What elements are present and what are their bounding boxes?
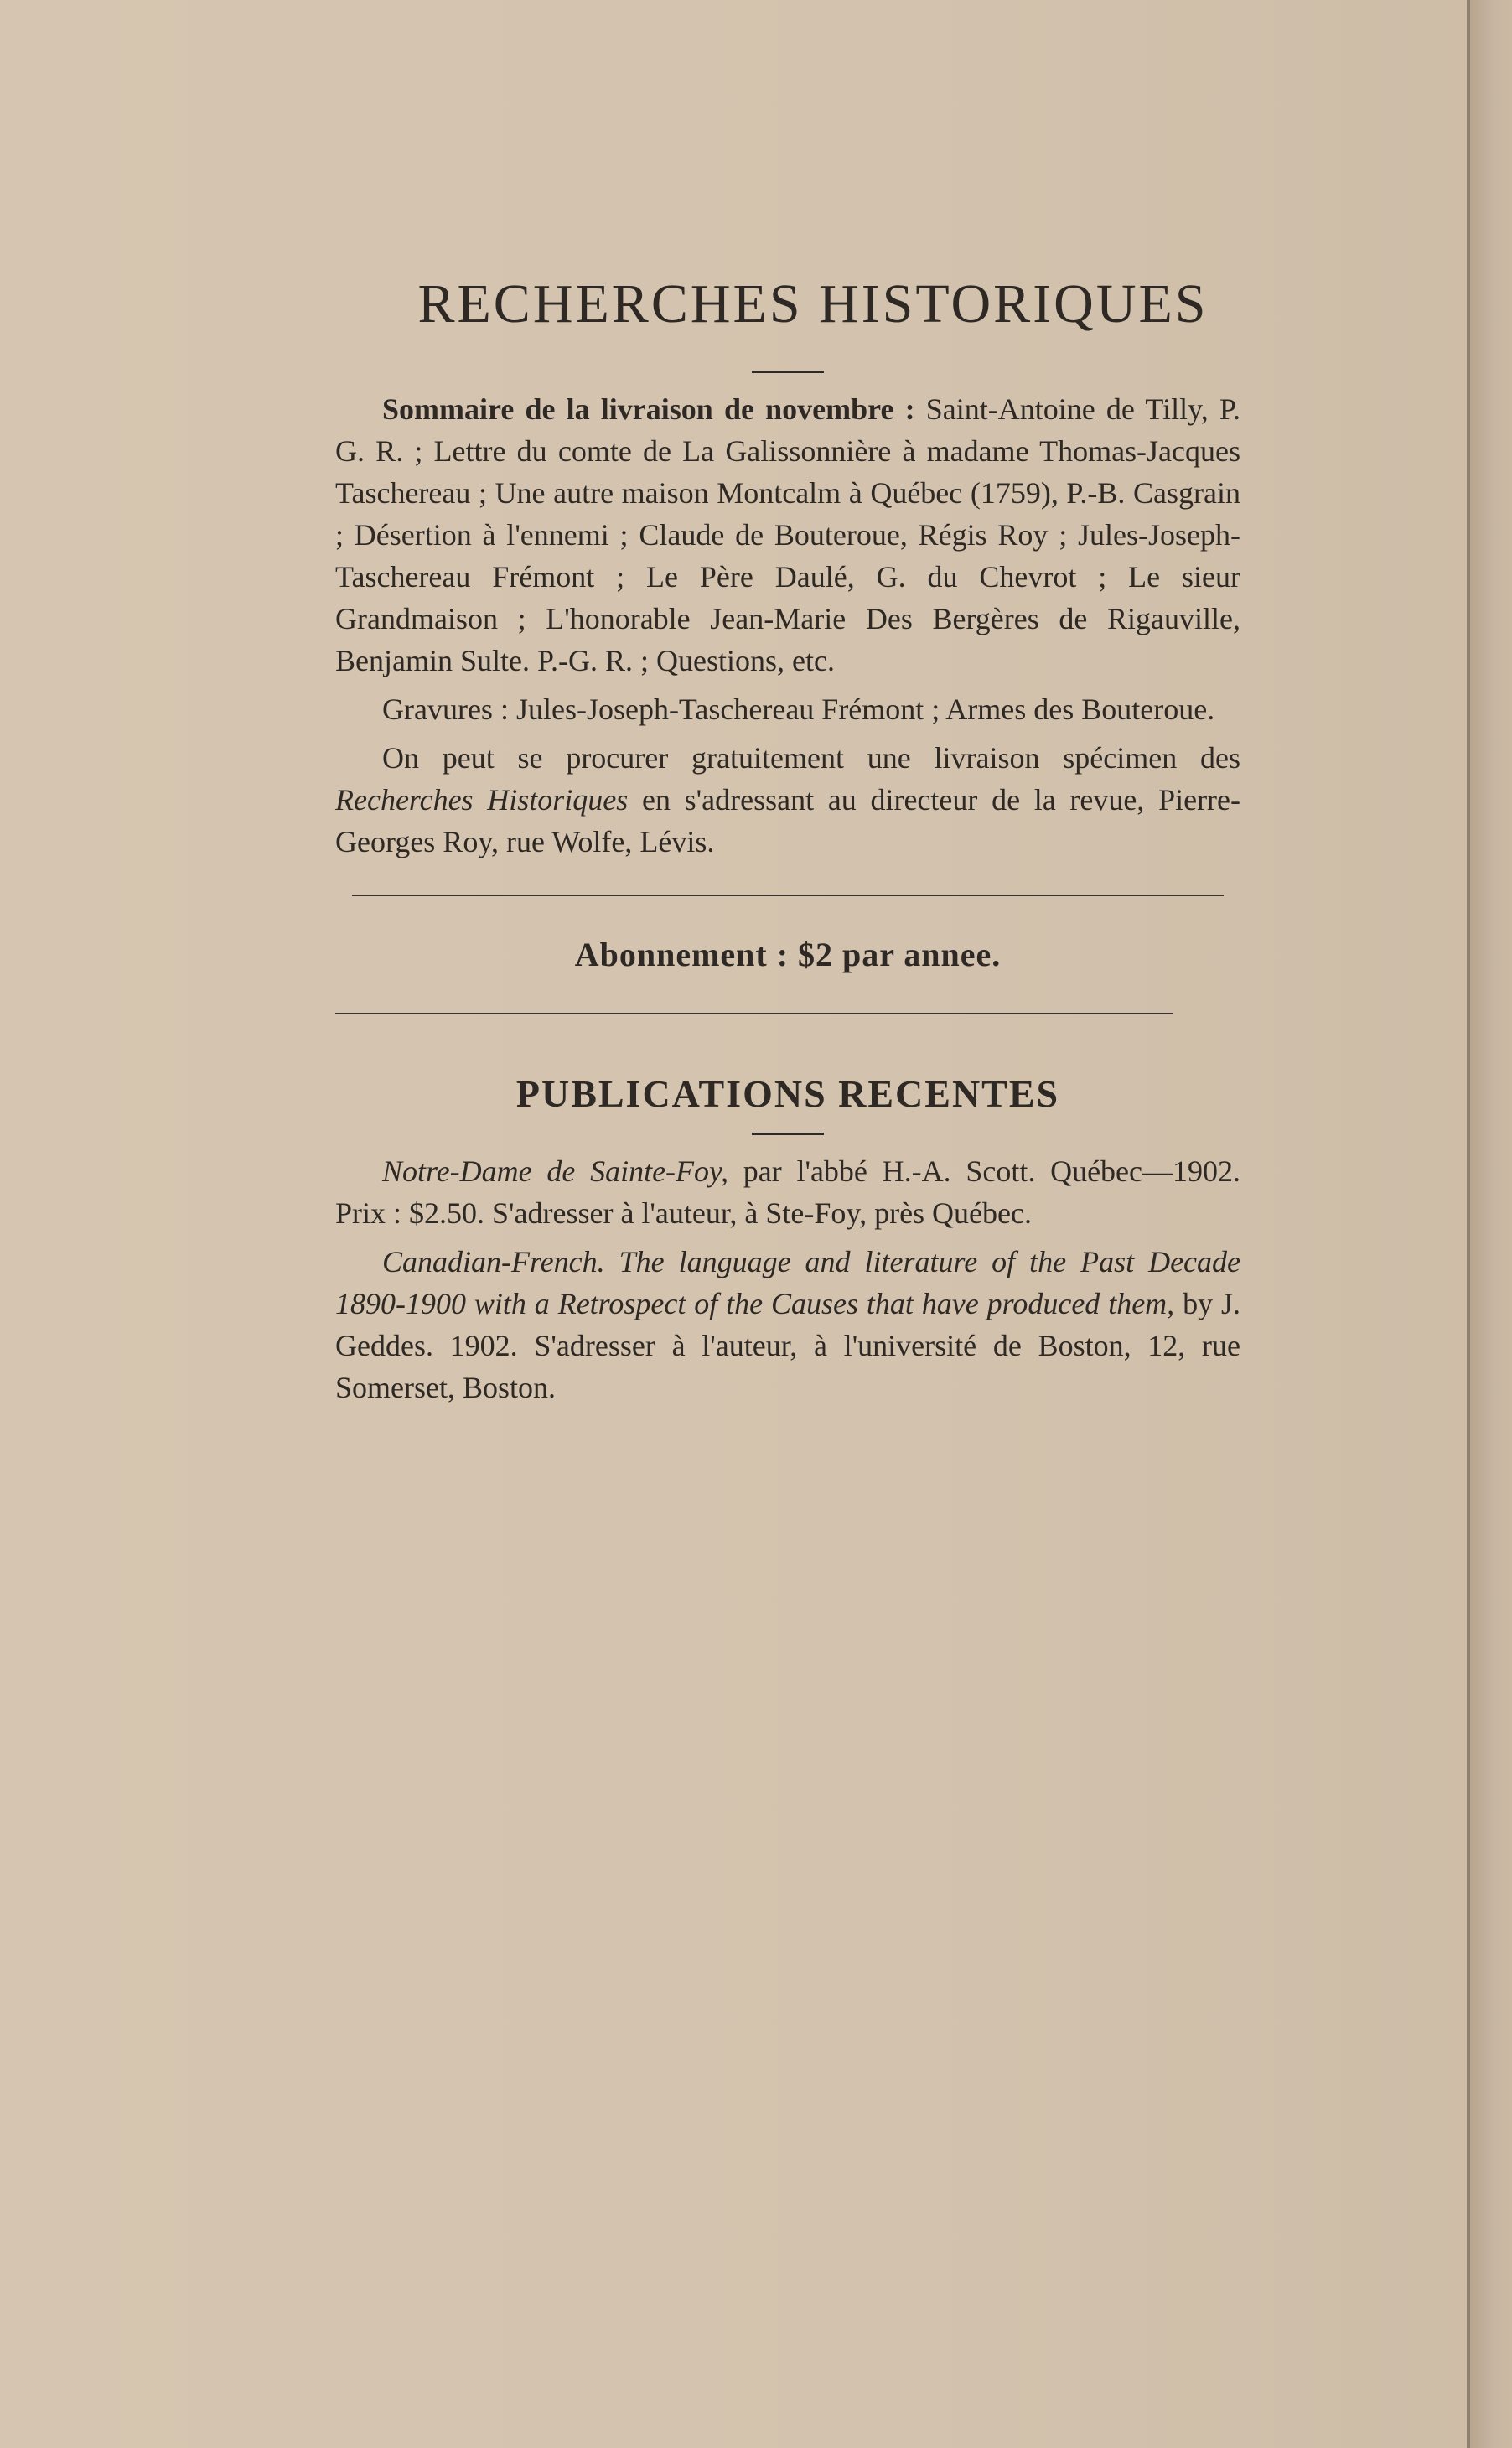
journal-title: RECHERCHES HISTORIQUES: [417, 273, 1209, 335]
title-divider: [752, 371, 824, 373]
engravings-paragraph: [335, 688, 1240, 730]
publication-item: [335, 1241, 1240, 1408]
page-content: [335, 273, 1241, 1408]
publication-title: Notre-Dame de Sainte-Foy,: [382, 1154, 729, 1188]
publications-divider: [752, 1133, 824, 1135]
section-rule-top: [352, 895, 1224, 896]
summary-lead: Sommaire de la livraison de novembre :: [382, 392, 915, 426]
section-rule-bottom: [335, 1013, 1173, 1014]
publications-list: [335, 1150, 1240, 1408]
subscription-price: Abonnement : $2 par annee.: [574, 936, 1002, 973]
page-gutter-line: [1467, 0, 1470, 2448]
publication-item: [335, 1150, 1240, 1234]
specimen-text-after: en s'adressant au directeur de la revue, Pierre-Georges Roy, rue Wolfe, Lévis.: [335, 783, 1241, 858]
specimen-paragraph: [335, 737, 1240, 863]
specimen-journal-name: Recherches Historiques: [335, 783, 629, 817]
engravings-body: Jules-Joseph-Taschereau Frémont ; Armes des Bouteroue.: [515, 692, 1215, 726]
publications-heading: PUBLICATIONS RECENTES: [515, 1072, 1060, 1115]
summary-body: Saint-Antoine de Tilly, P. G. R. ; Lettre du comte de La Galissonnière à madame Thomas-Jacques Taschereau ; Une autre maison Montcalm à Québec (1759), P.-B. Casgrain ; Désertion à l'ennemi ; Claude de Bouteroue, Régis Roy ; Jules-Joseph-Taschereau Frémont ; Le Père Daulé, G. du Chevrot ; Le sieur Grandmaison ; L'honorable Jean-Marie Des Bergères de Rigauville, Benjamin Sulte. P.-G. R. ; Questions, etc.: [335, 392, 1240, 677]
publication-details: by J. Geddes. 1902. S'adresser à l'auteur, à l'université de Boston, 12, rue Somerset, Boston.: [335, 1287, 1241, 1404]
page-gutter-shadow: [1470, 0, 1512, 2448]
engravings-lead: Gravures :: [382, 692, 509, 726]
publication-details: par l'abbé H.-A. Scott. Québec—1902. Prix : $2.50. S'adresser à l'auteur, à Ste-Foy, près Québec.: [335, 1154, 1241, 1230]
publication-title: Canadian-French. The language and literature of the Past Decade 1890-1900 with a Retrospect of the Causes that have produced them,: [335, 1245, 1240, 1320]
specimen-text-before: On peut se procurer gratuitement une livraison spécimen des: [382, 741, 1240, 775]
summary-paragraph: [335, 388, 1240, 682]
